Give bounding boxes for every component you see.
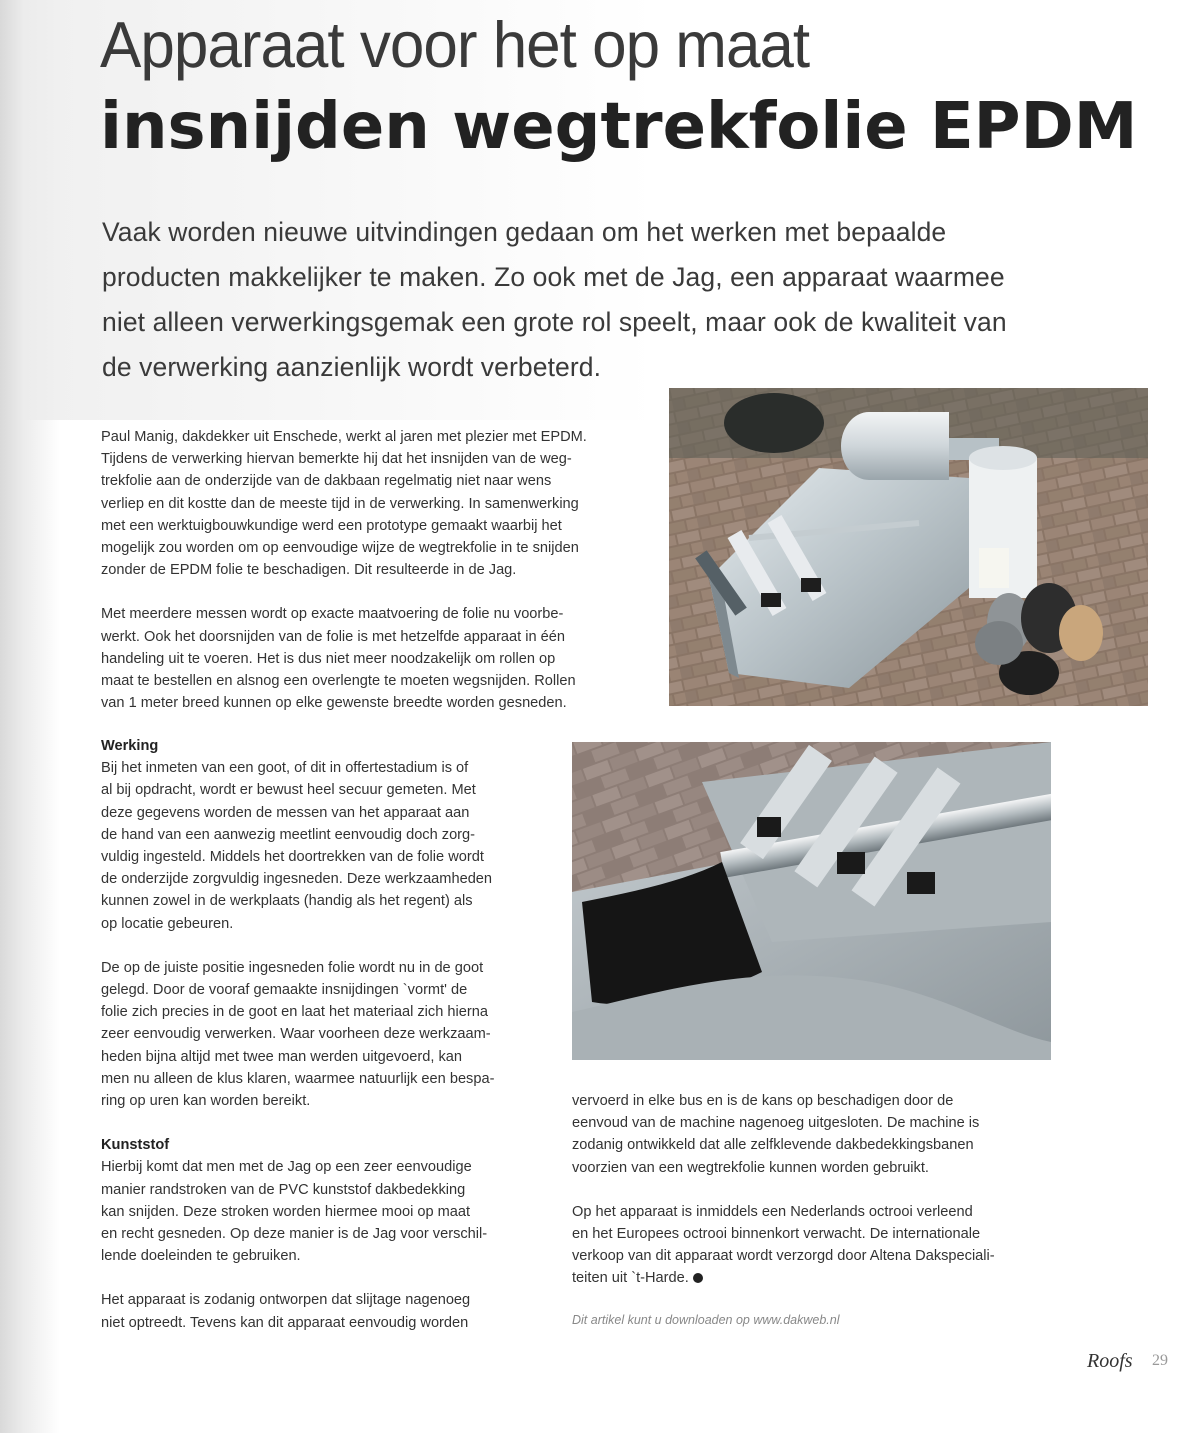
photo-jag-machine-illustration	[669, 388, 1148, 706]
column-top	[101, 426, 651, 736]
page-number: 29	[1152, 1352, 1168, 1369]
paragraph-messen: Met meerdere messen wordt op exacte maatvoering de folie nu voorbe- werkt. Ook het doorsnijden van de folie is met hetzelfde apparaat in één handeling uit te voeren. Het is dus niet meer noodzakelijk om rollen op maat te bestellen en alsnog een overlengte te moeten wegsnijden. Rollen van 1 meter breed kunnen op elke gewenste breedte worden gesneden.	[101, 606, 576, 712]
paragraph-vervoerd: vervoerd in elke bus en is de kans op beschadigen door de eenvoud van de machine nagenoeg uitgesloten. De machine is zodanig ontwikkeld dat alle zelfklevende dakbedekkingsbanen voorzien van een wegtrekfolie kunnen worden gebruikt.	[572, 1093, 980, 1176]
end-of-article-dot-icon	[693, 1273, 703, 1283]
heading-kunststof: Kunststof	[101, 1137, 170, 1154]
intro-line: Vaak worden nieuwe uitvindingen gedaan om het werken met bepaalde	[102, 217, 947, 247]
intro-line: de verwerking aanzienlijk wordt verbeterd.	[102, 352, 602, 382]
title-line-2: insnijden wegtrekfolie EPDM	[100, 90, 1138, 164]
paragraph-kunststof: Hierbij komt dat men met de Jag op een zeer eenvoudige manier randstroken van de PVC kunststof dakbedekking kan snijden. Deze stroken worden hiermee mooi op maat en recht gesneden. Op deze manier is de Jag voor verschil- lende doeleinden te gebruiken.	[101, 1159, 488, 1265]
title-line-1: Apparaat voor het op maat	[100, 9, 810, 82]
intro-line: producten makkelijker te maken. Zo ook met de Jag, een apparaat waarmee	[102, 262, 1005, 292]
magazine-brand: Roofs	[1087, 1350, 1133, 1372]
paragraph-intro-story: Paul Manig, dakdekker uit Enschede, werkt al jaren met plezier met EPDM. Tijdens de verwerking hiervan bemerkte hij dat het insnijden van de weg- trekfolie aan de onderzijde van de dakbaan regelmatig niet naar wens verliep en dit kostte dan de meeste tijd in de verwerking. In samenwerking met een werktuigbouwkundige werd een prototype gemaakt waarbij het mogelijk zou worden om op eenvoudige wijze de wegtrekfolie in te snijden zonder de EPDM folie te beschadigen. Dit resulteerde in de Jag.	[101, 429, 587, 579]
intro-line: niet alleen verwerkingsgemak een grote rol speelt, maar ook de kwaliteit van	[102, 307, 1007, 337]
paragraph-werking: Bij het inmeten van een goot, of dit in offertestadium is of al bij opdracht, wordt er bewust heel secuur gemeten. Met deze gegevens worden de messen van het apparaat aan de hand van een aanwezig meetlint eenvoudig doch zorg- vuldig ingesteld. Middels het doortrekken van de folie wordt de onderzijde zorgvuldig ingesneden. Deze werkzaamheden kunnen zowel in de werkplaats (handig als het regent) als op locatie gebeuren.	[101, 760, 493, 932]
download-credit: Dit artikel kunt u downloaden op www.dakweb.nl	[572, 1313, 840, 1327]
page-gutter-shadow	[0, 0, 60, 1433]
paragraph-slijtage: Het apparaat is zodanig ontworpen dat slijtage nagenoeg niet optreedt. Tevens kan dit apparaat eenvoudig worden	[101, 1292, 471, 1331]
column-left	[101, 735, 551, 1356]
photo-jag-closeup	[572, 742, 1051, 1060]
column-right	[572, 1090, 1072, 1312]
paragraph-goot: De op de juiste positie ingesneden folie wordt nu in de goot gelegd. Door de vooraf gemaakte insnijdingen `vormt' de folie zich precies in de goot en laat het materiaal zich hierna zeer eenvoudig verwerken. Waar voorheen deze werkzaam- heden bijna altijd met twee man werden uitgevoerd, kan men nu alleen de klus klaren, waarmee natuurlijk een bespa- ring op uren kan worden bereikt.	[101, 959, 495, 1110]
photo-jag-machine	[669, 388, 1148, 706]
paragraph-octrooi: Op het apparaat is inmiddels een Nederlands octrooi verleend en het Europees octrooi binnenkort verwacht. De internationale verkoop van dit apparaat wordt verzorgd door Altena Dakspeciali- teiten uit `t-Harde.	[572, 1203, 995, 1287]
photo-jag-closeup-illustration	[572, 742, 1051, 1060]
intro-paragraph	[102, 210, 1102, 390]
heading-werking: Werking	[101, 738, 159, 754]
